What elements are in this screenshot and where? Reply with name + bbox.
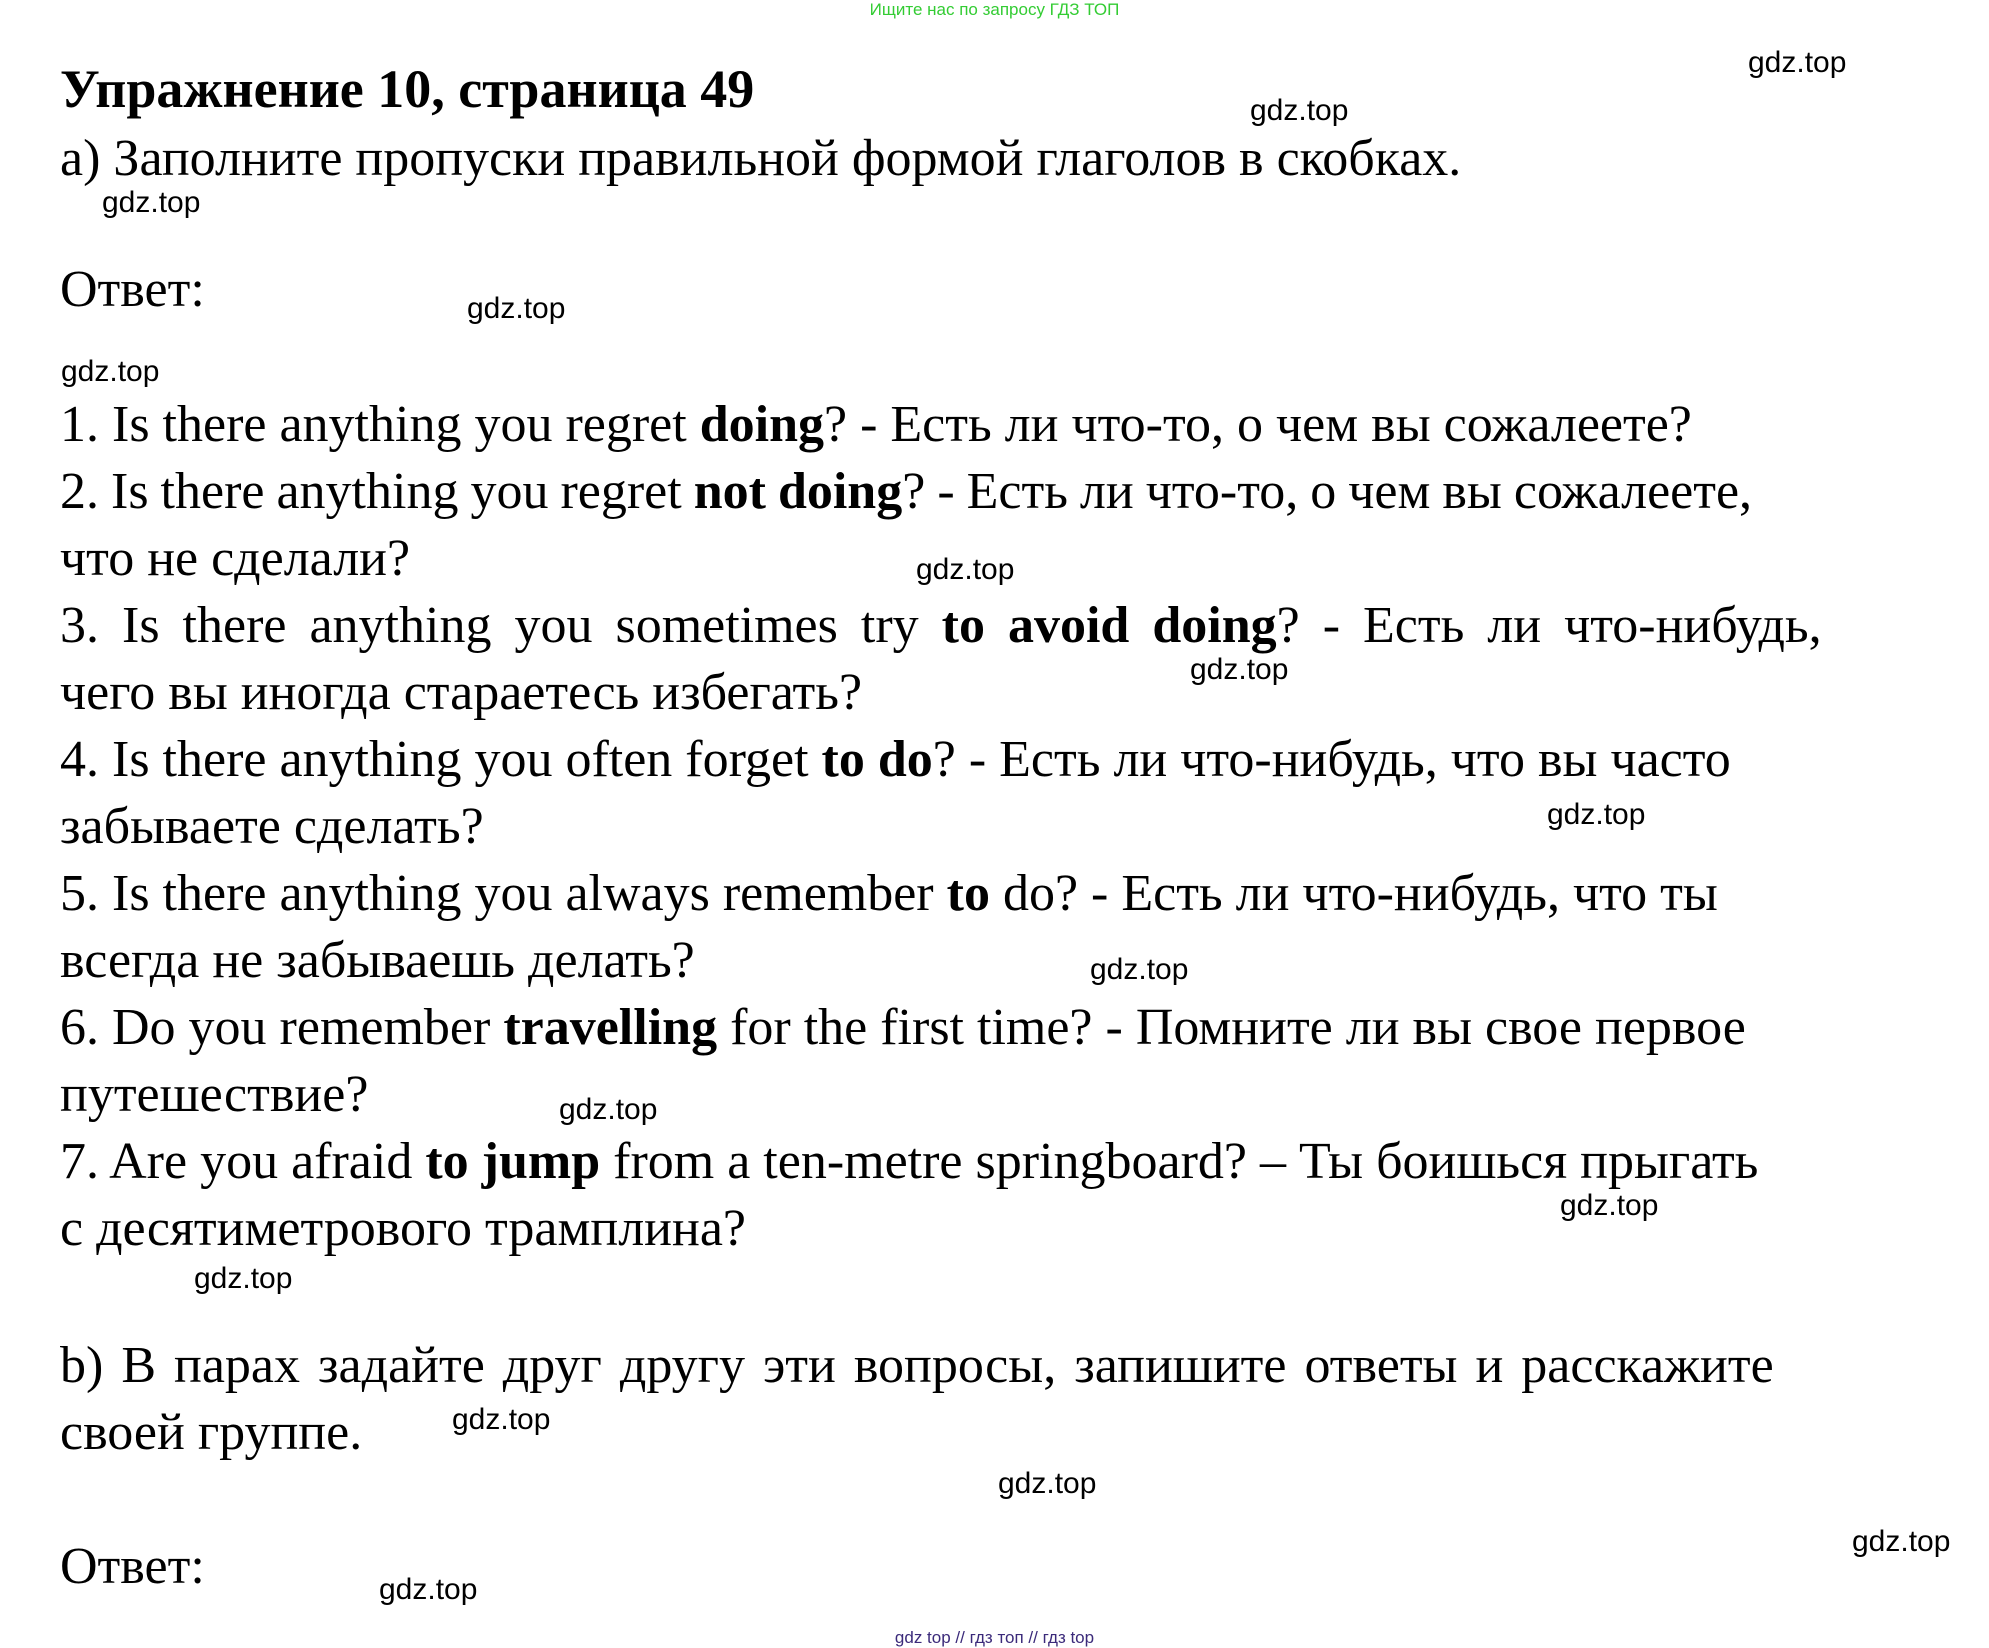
answer-item-3: 3. Is there anything you sometimes try to avoid doing? - Есть ли что-нибудь, bbox=[60, 597, 1822, 654]
answer-item-2: 2. Is there anything you regret not doing? - Есть ли что-то, о чем вы сожалеете, bbox=[60, 463, 1753, 520]
answer-verb: travelling bbox=[503, 999, 718, 1056]
watermark: gdz.top bbox=[1852, 1525, 1951, 1558]
answer-verb: to bbox=[946, 865, 990, 922]
answer-item-4-continued: забываете сделать? bbox=[60, 798, 484, 855]
watermark: gdz.top bbox=[916, 553, 1015, 586]
watermark: gdz.top bbox=[1560, 1189, 1659, 1222]
task-a-text: a) Заполните пропуски правильной формой глаголов в скобках. bbox=[60, 130, 1462, 187]
bottom-banner: gdz top // гдз топ // гдз top bbox=[894, 1628, 1095, 1647]
answer-verb: doing bbox=[699, 396, 824, 453]
watermark: gdz.top bbox=[559, 1093, 658, 1126]
answer-verb: to avoid doing bbox=[941, 597, 1277, 654]
watermark: gdz.top bbox=[1748, 46, 1847, 79]
answer-label: Ответ: bbox=[60, 1538, 205, 1595]
answer-verb: to do bbox=[821, 731, 933, 788]
watermark: gdz.top bbox=[1090, 953, 1189, 986]
page-title: Упражнение 10, страница 49 bbox=[60, 59, 755, 119]
watermark: gdz.top bbox=[102, 186, 201, 219]
answer-item-6: 6. Do you remember travelling for the first time? - Помните ли вы свое первое bbox=[60, 999, 1746, 1056]
watermark: gdz.top bbox=[452, 1403, 551, 1436]
answer-item-7-continued: с десятиметрового трамплина? bbox=[60, 1200, 746, 1257]
answer-item-5-continued: всегда не забываешь делать? bbox=[60, 932, 695, 989]
watermark: gdz.top bbox=[1190, 653, 1289, 686]
watermark: gdz.top bbox=[1250, 94, 1349, 127]
answer-item-4: 4. Is there anything you often forget to do? - Есть ли что-нибудь, что вы часто bbox=[60, 731, 1731, 788]
watermark: gdz.top bbox=[194, 1262, 293, 1295]
answer-item-5: 5. Is there anything you always remember to do? - Есть ли что-нибудь, что ты bbox=[60, 865, 1718, 922]
watermark: gdz.top bbox=[467, 292, 566, 325]
answer-item-3-continued: чего вы иногда стараетесь избегать? bbox=[60, 664, 863, 721]
top-banner: Ищите нас по запросу ГДЗ ТОП bbox=[869, 0, 1120, 19]
task-b-text-continued: своей группе. bbox=[60, 1404, 363, 1461]
answer-item-6-continued: путешествие? bbox=[60, 1066, 369, 1123]
answer-item-2-continued: что не сделали? bbox=[60, 530, 411, 587]
answer-verb: not doing bbox=[693, 463, 903, 520]
answer-label: Ответ: bbox=[60, 261, 205, 318]
watermark: gdz.top bbox=[998, 1467, 1097, 1500]
answer-item-1: 1. Is there anything you regret doing? - Есть ли что-то, о чем вы сожалеете? bbox=[60, 396, 1692, 453]
watermark: gdz.top bbox=[61, 355, 160, 388]
answer-verb: to jump bbox=[425, 1133, 601, 1190]
answer-item-7: 7. Are you afraid to jump from a ten-metre springboard? – Ты боишься прыгать bbox=[60, 1133, 1759, 1190]
watermark: gdz.top bbox=[1547, 798, 1646, 831]
task-b-text: b) В парах задайте друг другу эти вопросы, запишите ответы и расскажите bbox=[60, 1337, 1774, 1394]
watermark: gdz.top bbox=[379, 1573, 478, 1606]
